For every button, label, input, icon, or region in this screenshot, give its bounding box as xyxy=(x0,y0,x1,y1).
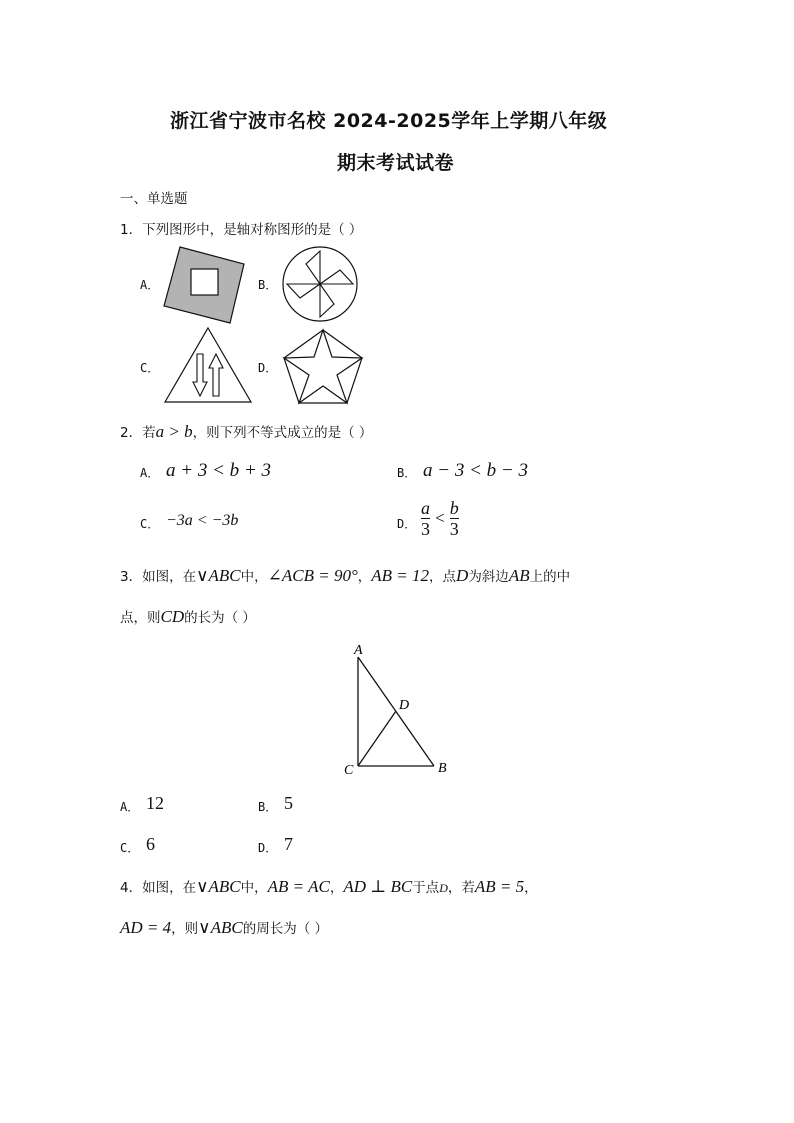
q3-label-d: D xyxy=(399,698,410,713)
q3-sep: ， xyxy=(357,569,372,585)
q4-stem-line2 xyxy=(120,917,328,938)
q3-line2-suffix: 的长为（ ） xyxy=(184,610,256,626)
q1-figure-d xyxy=(280,327,366,405)
q2-stem-prefix: 2．若 xyxy=(120,425,156,441)
paper-title-line2: 期末考试试卷 xyxy=(337,152,455,174)
q4-prefix: 4．如图，在 xyxy=(120,880,197,896)
q3-mid2: ，点 xyxy=(429,569,457,585)
q3-option-c-label: C． xyxy=(120,841,140,855)
q4-mid1: 中， xyxy=(240,880,268,896)
q4-sep: ， xyxy=(329,880,344,896)
q2-option-a-label: A． xyxy=(140,466,160,480)
q2-option-a: a + 3 < b + 3 xyxy=(166,460,271,481)
q2-option-d xyxy=(421,498,459,539)
q3-ab: AB = 12 xyxy=(371,566,430,585)
q1-option-c-label: C． xyxy=(140,361,160,375)
q3-d: D xyxy=(456,566,469,585)
q4-mid3: ，若 xyxy=(447,880,475,896)
q4-triangle2: ∨ABC xyxy=(198,918,243,937)
q4-triangle: ∨ABC xyxy=(196,877,241,896)
q3-label-b: B xyxy=(438,761,447,776)
q3-ab2: AB xyxy=(508,566,530,585)
q4-d: D xyxy=(439,881,448,895)
q3-cd: CD xyxy=(160,607,185,626)
q1-figure-c xyxy=(163,326,253,404)
q1-figure-b xyxy=(281,245,359,323)
q3-option-b-label: B． xyxy=(258,800,278,814)
q3-option-d-label: D． xyxy=(258,841,278,855)
q3-line2-prefix: 点，则 xyxy=(120,610,161,626)
q2-d-num1: a xyxy=(421,498,430,518)
q3-mid1: 中， xyxy=(240,569,268,585)
q4-stem-line1 xyxy=(120,876,538,897)
q1-option-a-label: A． xyxy=(140,278,160,292)
q4-ab: AB = 5 xyxy=(474,877,525,896)
q3-triangle-figure xyxy=(340,640,460,780)
q2-d-num2: b xyxy=(449,498,459,518)
q3-stem-line2 xyxy=(120,606,256,627)
section-heading: 一、单选题 xyxy=(120,191,188,207)
q3-option-c: 6 xyxy=(146,834,155,854)
q3-option-b: 5 xyxy=(284,793,293,813)
q2-stem xyxy=(120,421,372,442)
q3-triangle: ∨ABC xyxy=(196,566,241,585)
q1-option-b-label: B． xyxy=(258,278,278,292)
q2-d-den1: 3 xyxy=(421,519,430,539)
q2-option-c-label: C． xyxy=(140,517,160,531)
q4-mid2: 于点 xyxy=(412,880,440,896)
q2-stem-math: a > b xyxy=(155,422,193,441)
q3-angle: ∠ACB = 90° xyxy=(267,566,358,585)
q3-mid3: 为斜边 xyxy=(468,569,509,585)
q3-end1: 上的中 xyxy=(529,569,571,585)
q1-option-d-label: D． xyxy=(258,361,278,375)
q4-line2-suffix: 的周长为（ ） xyxy=(242,921,328,937)
q2-stem-suffix: ，则下列不等式成立的是（ ） xyxy=(192,425,373,441)
paper-title-line1: 浙江省宁波市名校 2024-2025学年上学期八年级 xyxy=(170,110,608,132)
q2-d-den2: 3 xyxy=(449,519,459,539)
q2-option-b: a − 3 < b − 3 xyxy=(423,460,528,481)
q2-option-c: −3a < −3b xyxy=(166,512,239,529)
q4-ad: AD = 4 xyxy=(120,918,172,937)
q3-option-a-label: A． xyxy=(120,800,140,814)
q2-option-d-frac1 xyxy=(421,498,430,539)
q3-stem-line1 xyxy=(120,565,570,586)
q4-end1: ， xyxy=(524,880,538,896)
q2-option-d-label: D． xyxy=(397,517,417,531)
q2-option-d-frac2 xyxy=(450,498,459,539)
q4-line2-mid: ，则 xyxy=(171,921,199,937)
q1-figure-a xyxy=(160,244,250,326)
q4-perp: AD ⊥ BC xyxy=(343,877,413,896)
q1-stem: 1．下列图形中，是轴对称图形的是（ ） xyxy=(120,222,363,238)
q4-eq1: AB = AC xyxy=(267,877,330,896)
q2-option-b-label: B． xyxy=(397,466,417,480)
q2-d-rel: < xyxy=(435,508,445,528)
q3-prefix: 3．如图，在 xyxy=(120,569,197,585)
q3-option-a: 12 xyxy=(146,793,164,813)
q3-label-c: C xyxy=(344,763,354,778)
q3-option-d: 7 xyxy=(284,834,293,854)
q3-label-a: A xyxy=(354,643,363,658)
